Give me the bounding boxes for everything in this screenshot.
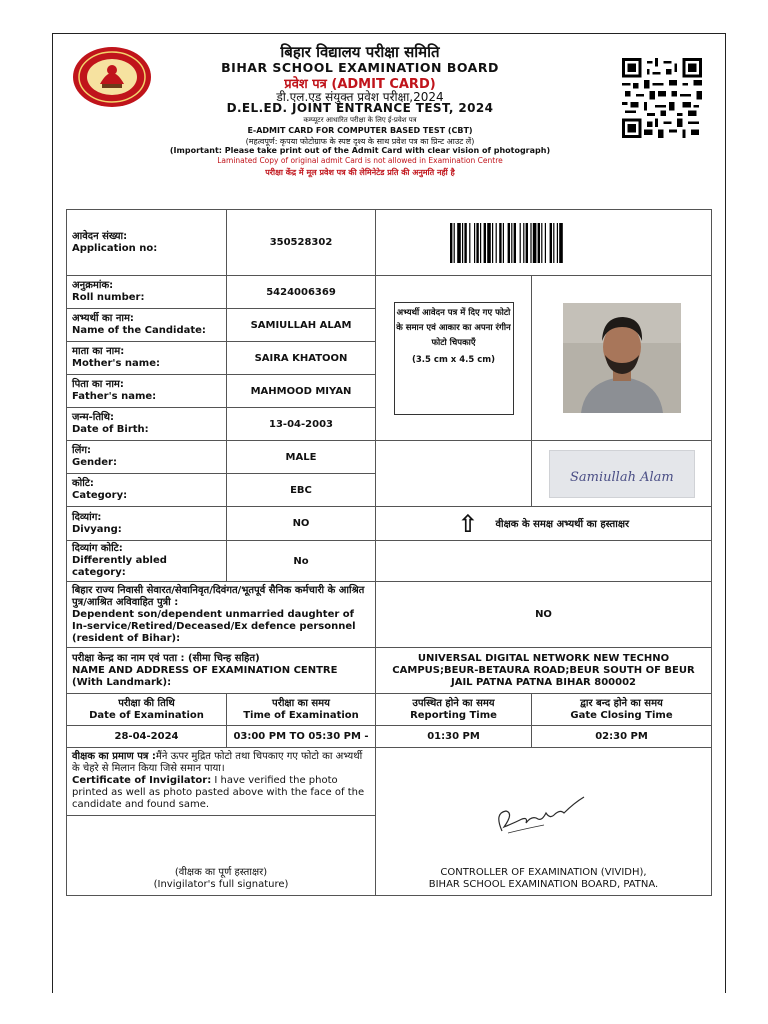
dob-label: जन्म-तिथि: Date of Birth: [67, 408, 227, 441]
exam-title-hindi: डी.एल.एड संयुक्त प्रवेश परीक्षा,2024 [276, 90, 444, 104]
exam-date-value: 28-04-2024 [67, 726, 227, 748]
admit-card-header [60, 38, 720, 198]
photo-cell [532, 276, 712, 441]
certificate-hindi-label: वीक्षक का प्रमाण पत्र : [72, 751, 156, 762]
centre-label: परीक्षा केन्द्र का नाम एवं पता : (सीमा चिन्ह सहित) NAME AND ADDRESS OF EXAMINATION CENTRE (With Landmark): [67, 648, 376, 694]
exam-date-header: परीक्षा की तिथि Date of Examination [67, 694, 227, 726]
controller-signature-cell [376, 748, 712, 896]
cbt-english: E-ADMIT CARD FOR COMPUTER BASED TEST (CBT) [247, 126, 473, 135]
invigilator-signature-english: (Invigilator's full signature) [153, 879, 289, 890]
photo-size-text: (3.5 cm x 4.5 cm) [412, 354, 495, 365]
candidate-photo [563, 303, 681, 413]
candidate-signature [549, 450, 695, 498]
invigilator-signature-hindi: (वीक्षक का पूर्ण हस्ताक्षर) [174, 867, 268, 878]
exam-title-english: D.EL.ED. JOINT ENTRANCE TEST, 2024 [226, 101, 494, 115]
gate-closing-value: 02:30 PM [532, 726, 712, 748]
up-arrow-icon: ⇧ [457, 509, 478, 538]
exam-time-header: परीक्षा का समय Time of Examination [227, 694, 376, 726]
photo-instruction-box [394, 302, 514, 415]
reporting-time-header: उपस्थित होने का समय Reporting Time [376, 694, 532, 726]
application-value: 350528302 [227, 210, 376, 276]
candidate-signature-text: Samiullah Alam [569, 469, 674, 485]
mother-label: माता का नाम: Mother's name: [67, 342, 227, 375]
dob-value: 13-04-2003 [227, 408, 376, 441]
empty-signature-left-cell [376, 441, 532, 507]
controller-signature-icon [484, 783, 604, 843]
divyang-category-value: No [227, 541, 376, 582]
name-value: SAMIULLAH ALAM [227, 309, 376, 342]
cbt-hindi: कम्प्यूटर आधारित परीक्षा के लिए ई-प्रवेश पत्र [303, 116, 417, 124]
signature-note: वीक्षक के समक्ष अभ्यर्थी का हस्ताक्षर [495, 518, 630, 530]
candidate-photo-icon [563, 303, 681, 413]
divyang-value: NO [227, 507, 376, 541]
controller-line-1: CONTROLLER OF EXAMINATION (VIVIDH), [440, 867, 647, 878]
candidate-details-table [66, 209, 712, 896]
gate-closing-header: द्वार बन्द होने का समय Gate Closing Time [532, 694, 712, 726]
roll-value: 5424006369 [227, 276, 376, 309]
certificate-hindi-text: मैंने ऊपर मुद्रित फोटो तथा चिपकाए गए फोटो का अभ्यर्थी के चेहरे से मिलान किया जिसे समान पाया। [72, 751, 363, 774]
candidate-signature-cell [532, 441, 712, 507]
gender-value: MALE [227, 441, 376, 474]
barcode-cell [376, 210, 712, 276]
photo-instruction-cell [376, 276, 532, 441]
photo-instruction-text: अभ्यर्थी आवेदन पत्र में दिए गए फोटो के समान एवं आकार का अपना रंगीन फोटो चिपकाएँ [396, 307, 511, 348]
invigilator-certificate [67, 748, 376, 816]
signature-note-cell [376, 507, 712, 541]
empty-cell [376, 541, 712, 582]
laminated-english: Laminated Copy of original admit Card is not allowed in Examination Centre [217, 156, 503, 165]
important-english: (Important: Please take print out of the Admit Card with clear vision of photograph) [169, 146, 551, 155]
qr-code-icon [620, 58, 704, 138]
invigilator-signature-cell [67, 816, 376, 896]
certificate-english-label: Certificate of Invigilator: [72, 775, 212, 786]
admit-card-title: प्रवेश पत्र (ADMIT CARD) [284, 77, 436, 92]
board-title-english: BIHAR SCHOOL EXAMINATION BOARD [221, 60, 499, 75]
candidate-signature-icon [550, 451, 696, 499]
dependent-label: बिहार राज्य निवासी सेवारत/सेवानिवृत/दिवंगत/भूतपूर्व सैनिक कर्मचारी के आश्रित पुत्र/आश्रित अविवाहित पुत्री : Dependent son/dependent unmarried daughter of In-service/Retired/Deceased/Ex defence personnel (resident of Bihar): [67, 582, 376, 648]
mother-value: SAIRA KHATOON [227, 342, 376, 375]
gender-label: लिंग: Gender: [67, 441, 227, 474]
barcode-icon [450, 223, 618, 263]
reporting-time-value: 01:30 PM [376, 726, 532, 748]
board-title-hindi: बिहार विद्यालय परीक्षा समिति [280, 43, 440, 61]
name-label: अभ्यर्थी का नाम: Name of the Candidate: [67, 309, 227, 342]
certificate-english-text: I have verified the photo printed as well as photo pasted above with the face of the candidate and found same. [72, 775, 365, 810]
controller-line-2: BIHAR SCHOOL EXAMINATION BOARD, PATNA. [428, 879, 659, 890]
centre-value: UNIVERSAL DIGITAL NETWORK NEW TECHNO CAMPUS;BEUR-BETAURA ROAD;BEUR SOUTH OF BEUR JAIL PATNA PATNA BIHAR 800002 [376, 648, 712, 694]
exam-time-value: 03:00 PM TO 05:30 PM - [227, 726, 376, 748]
application-label: आवेदन संख्या: Application no: [67, 210, 227, 276]
category-value: EBC [227, 474, 376, 507]
divyang-label: दिव्यांग: Divyang: [67, 507, 227, 541]
father-value: MAHMOOD MIYAN [227, 375, 376, 408]
father-label: पिता का नाम: Father's name: [67, 375, 227, 408]
roll-label: अनुक्रमांक: Roll number: [67, 276, 227, 309]
important-hindi: (महत्वपूर्ण: कृपया फोटोग्राफ के स्पष्ट दृश्य के साथ प्रवेश पत्र का प्रिन्ट आउट लें) [245, 137, 475, 146]
divyang-category-label: दिव्यांग कोटि: Differently abled category: [67, 541, 227, 582]
laminated-hindi: परीक्षा केंद्र में मूल प्रवेश पत्र की लेमिनेटेड प्रति की अनुमति नहीं है [265, 168, 455, 177]
category-label: कोटि: Category: [67, 474, 227, 507]
dependent-value: NO [376, 582, 712, 648]
